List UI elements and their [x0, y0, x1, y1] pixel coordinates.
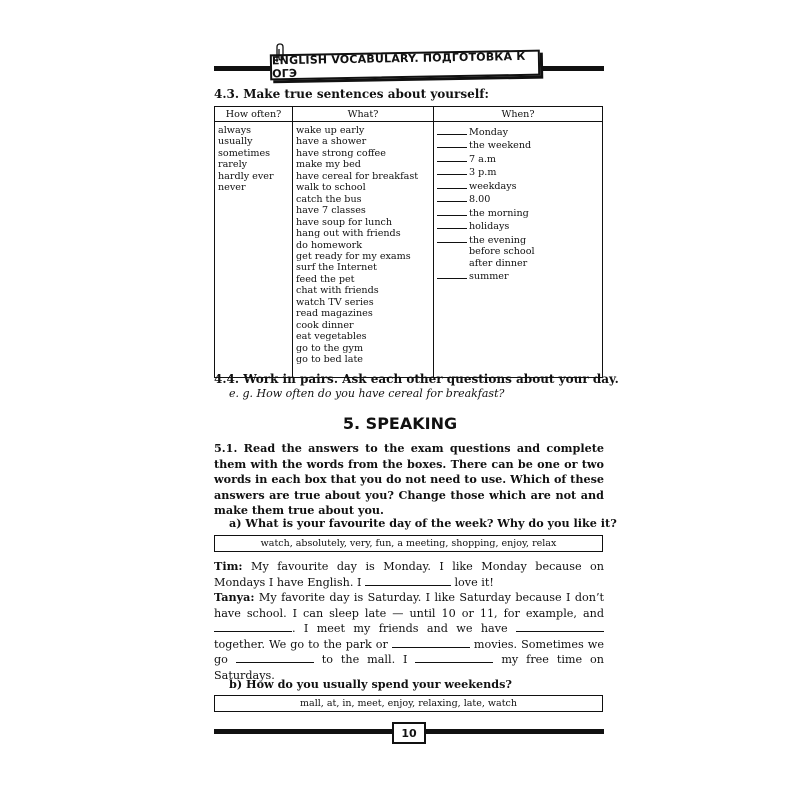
activity-item: walk to school: [296, 182, 366, 194]
activity-item: catch the bus: [296, 193, 362, 205]
frequency-item: always: [218, 125, 252, 136]
footer-rule-right: [426, 729, 604, 734]
activity-item: get ready for my exams: [296, 250, 411, 262]
exercise-5-1-instructions: 5.1. Read the answers to the exam questions and complete them with the words from the boxes. There can be one or two words in each box that you do not need to use. Which of these answers are true about you? Change those which are not and make them true about you.: [214, 441, 604, 518]
fill-blank[interactable]: [437, 219, 467, 229]
activity-item: eat vegetables: [296, 331, 367, 343]
activity-item: wake up early: [296, 125, 365, 136]
fill-blank[interactable]: [437, 233, 467, 243]
time-item: holidays: [437, 219, 599, 232]
vocabulary-table: [214, 106, 603, 378]
time-item: the morning: [437, 206, 599, 219]
activity-item: do homework: [296, 239, 363, 251]
frequency-item: sometimes: [218, 147, 271, 159]
footer-rule-left: [214, 729, 392, 734]
time-item: 7 a.m: [437, 152, 599, 165]
activity-item: go to bed late: [296, 354, 363, 366]
activity-item: cook dinner: [296, 319, 354, 331]
activity-item: have 7 classes: [296, 205, 366, 217]
activity-item: read magazines: [296, 308, 373, 320]
answer-blank[interactable]: [516, 621, 604, 632]
activity-item: have strong coffee: [296, 147, 386, 159]
exercise-4-3-title: 4.3. Make true sentences about yourself:: [214, 87, 489, 101]
frequency-item: never: [218, 182, 246, 194]
section-title-speaking: 5. SPEAKING: [342, 414, 458, 433]
when-column: [434, 122, 603, 378]
exercise-4-4-example: e. g. How often do you have cereal for breakfast?: [229, 387, 505, 400]
activity-item: have soup for lunch: [296, 216, 393, 228]
time-item: 8.00: [437, 192, 599, 205]
activity-item: have cereal for breakfast: [296, 170, 419, 182]
answer-blank[interactable]: [365, 575, 451, 586]
activity-item: hang out with friends: [296, 228, 401, 240]
answer-blank[interactable]: [415, 652, 493, 663]
what-column: [293, 122, 434, 378]
activity-item: feed the pet: [296, 273, 355, 285]
time-item: 3 p.m: [437, 165, 599, 178]
fill-blank[interactable]: [437, 192, 467, 202]
answer-blank[interactable]: [236, 652, 314, 663]
frequency-item: usually: [218, 136, 253, 148]
frequency-item: rarely: [218, 159, 248, 171]
question-a: a) What is your favourite day of the week? Why do you like it?: [229, 516, 617, 530]
time-item: before school: [469, 246, 535, 258]
header-banner: [270, 50, 540, 81]
fill-blank[interactable]: [437, 179, 467, 189]
fill-blank[interactable]: [437, 152, 467, 162]
time-item: the evening: [437, 233, 599, 246]
fill-blank[interactable]: [437, 125, 467, 135]
activity-item: go to the gym: [296, 342, 364, 354]
answer-blank[interactable]: [214, 621, 292, 632]
fill-blank[interactable]: [437, 206, 467, 216]
how-often-column: [215, 122, 293, 378]
time-item: summer: [437, 269, 599, 282]
running-header-title: ENGLISH VOCABULARY. ПОДГОТОВКА К ОГЭ: [271, 49, 526, 81]
paperclip-icon: [273, 42, 287, 64]
time-item: weekdays: [437, 179, 599, 192]
column-header-what: What?: [293, 107, 434, 122]
time-item: Monday: [437, 125, 599, 138]
activity-item: have a shower: [296, 136, 367, 148]
speaker-tanya: Tanya:: [214, 590, 255, 604]
tanya-answer: Tanya: My favorite day is Saturday. I like Saturday because I don’t have school. I can sleep late — until 10 or 11, for example, and . I meet my friends and we have together. We go to the park or movies. Sometimes we go to the mall. I my free time on Saturdays.: [214, 590, 604, 682]
column-header-how-often: How often?: [215, 107, 293, 122]
tim-answer: Tim: My favourite day is Monday. I like Monday because on Mondays I have English. I love it!: [214, 559, 604, 589]
fill-blank[interactable]: [437, 269, 467, 279]
question-b: b) How do you usually spend your weekends?: [229, 677, 512, 691]
fill-blank[interactable]: [437, 138, 467, 148]
time-item: after dinner: [469, 257, 528, 269]
column-header-when: When?: [434, 107, 603, 122]
time-item: the weekend: [437, 138, 599, 151]
exercise-4-4-title: 4.4. Work in pairs. Ask each other questions about your day.: [214, 372, 619, 386]
word-box-a: watch, absolutely, very, fun, a meeting, shopping, enjoy, relax: [214, 535, 603, 552]
word-box-b: mall, at, in, meet, enjoy, relaxing, late, watch: [214, 695, 603, 712]
page-number: 10: [392, 722, 426, 744]
answer-blank[interactable]: [392, 637, 470, 648]
activity-item: watch TV series: [296, 296, 374, 308]
activity-item: surf the Internet: [296, 262, 377, 274]
activity-item: chat with friends: [296, 285, 379, 297]
activity-item: make my bed: [296, 159, 361, 171]
speaker-tim: Tim:: [214, 559, 243, 573]
fill-blank[interactable]: [437, 165, 467, 175]
frequency-item: hardly ever: [218, 170, 274, 182]
